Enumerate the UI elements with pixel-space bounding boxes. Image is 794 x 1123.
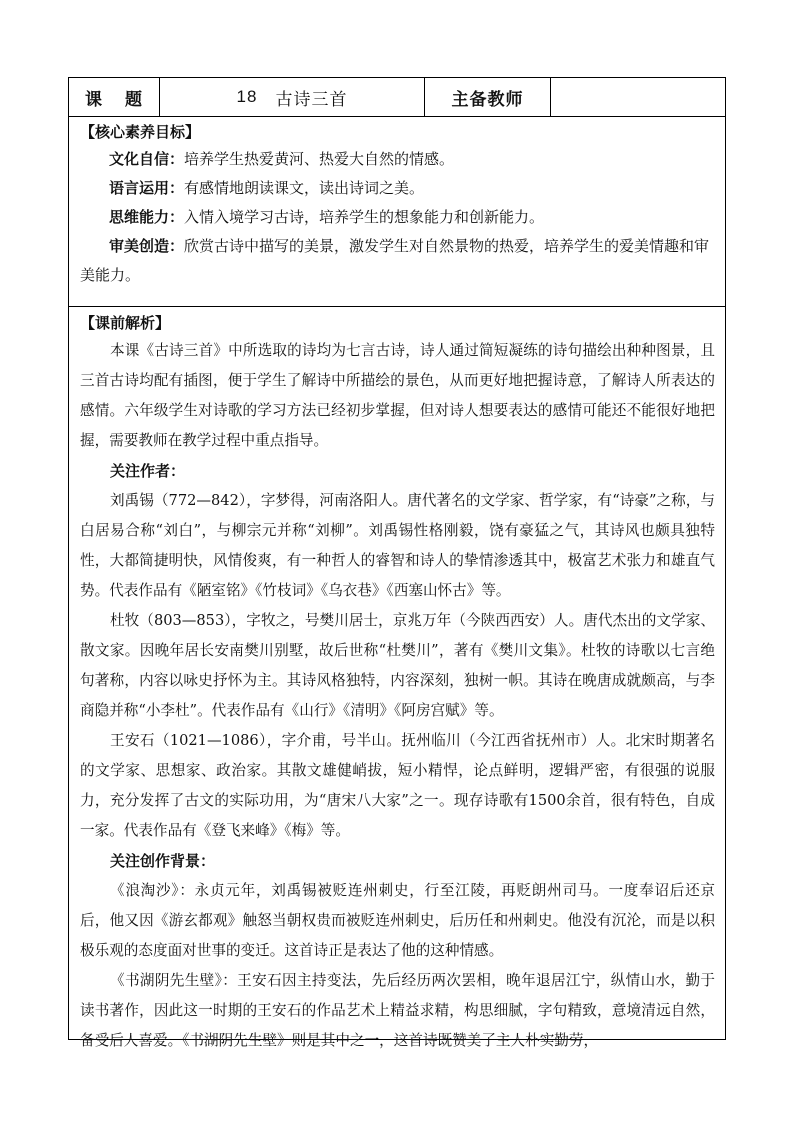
lesson-plan-table (68, 77, 726, 1049)
analysis-intro-paragraph: 本课《古诗三首》中所选取的诗均为七言古诗，诗人通过简短凝练的诗句描绘出种种图景，且三首古诗均配有插图，便于学生了解诗中所描绘的景色，从而更好地把握诗意，了解诗人所表达的感情。六年级学生对诗歌的学习方法已经初步掌握，但对诗人想要表达的感情可能还不能很好地把握，需要教师在教学过程中重点指导。 (80, 342, 715, 449)
author-paragraph-du-mu: 杜牧（803—853），字牧之，号樊川居士，京兆万年（今陕西西安）人。唐代杰出的文学家、散文家。因晚年居长安南樊川别墅，故后世称“杜樊川”，著有《樊川文集》。杜牧的诗歌以七言绝句著称，内容以咏史抒怀为主。其诗风格独特，内容深刻，独树一帜。其诗在晚唐成就颇高，与李商隐并称“小李杜”。代表作品有《山行》《清明》《阿房宫赋》等。 (80, 612, 715, 719)
author-paragraph-liu-yuxi: 刘禹锡（772—842），字梦得，河南洛阳人。唐代著名的文学家、哲学家，有“诗豪”之称，与白居易合称“刘白”，与柳宗元并称“刘柳”。刘禹锡性格刚毅，饶有豪猛之气，其诗风也颇具独特性，大都简捷明快，风情俊爽，有一种哲人的睿智和诗人的挚情渗透其中，极富艺术张力和雄直气势。代表作品有《陋室铭》《竹枝词》《乌衣巷》《西塞山怀古》等。 (80, 492, 715, 599)
authors-subtitle: 关注作者： (110, 462, 186, 480)
goal-label: 审美创造： (109, 237, 185, 255)
goal-item-aesthetic (80, 232, 715, 290)
subject-label-part2: 题 (125, 89, 143, 110)
teacher-label: 主备教师 (451, 89, 524, 110)
teacher-label-cell (425, 78, 551, 116)
core-goals-title: 【核心素养目标】 (80, 123, 201, 141)
background-paragraph-huyin: 《书湖阴先生壁》：王安石因主持变法，先后经历两次罢相，晚年退居江宁，纵情山水，勤于读书著作，因此这一时期的王安石的作品艺术上精益求精，构思细腻，字句精致，意境清远自然，备受后人喜爱。《书湖阴先生壁》则是其中之一，这首诗既赞美了主人朴实勤劳， (80, 972, 715, 1049)
goal-label: 思维能力： (109, 208, 185, 226)
goal-text: 有感情地朗读课文，读出诗词之美。 (184, 179, 425, 197)
lesson-title: 古诗三首 (275, 89, 348, 110)
subject-label-part1: 课 (85, 89, 103, 110)
author-paragraph-wang-anshi: 王安石（1021—1086），字介甫，号半山。抚州临川（今江西省抚州市）人。北宋时期著名的文学家、思想家、政治家。其散文雄健峭拔，短小精悍，论点鲜明，逻辑严密，有很强的说服力，充分发挥了古文的实际功用，为“唐宋八大家”之一。现存诗歌有1500余首，很有特色，自成一家。代表作品有《登飞来峰》《梅》等。 (80, 732, 715, 839)
background-paragraph-langtaosha: 《浪淘沙》：永贞元年，刘禹锡被贬连州刺史，行至江陵，再贬朗州司马。一度奉诏后还京后，他又因《游玄都观》触怒当朝权贵而被贬连州刺史，后历任和州刺史。他没有沉沦，而是以积极乐观的态度面对世事的变迁。这首诗正是表达了他的这种情感。 (80, 882, 715, 959)
goal-label: 文化自信： (109, 150, 185, 168)
goal-item-thinking (80, 203, 715, 232)
lesson-number: 18 (236, 87, 258, 106)
core-goals-section (69, 117, 725, 307)
header-row (69, 78, 725, 117)
goal-text: 欣赏古诗中描写的美景，激发学生对自然景物的热爱，培养学生的爱美情趣和审美能力。 (80, 237, 710, 284)
lesson-title-cell (160, 78, 425, 116)
pre-lesson-analysis-section (69, 308, 725, 1049)
goal-item-culture (80, 145, 715, 174)
goal-text: 入情入境学习古诗，培养学生的想象能力和创新能力。 (184, 208, 545, 226)
analysis-title: 【课前解析】 (80, 314, 171, 332)
background-subtitle: 关注创作背景： (110, 852, 216, 870)
subject-label-cell (69, 78, 160, 116)
goal-text: 培养学生热爱黄河、热爱大自然的情感。 (184, 150, 455, 168)
goal-label: 语言运用： (109, 179, 185, 197)
teacher-value-cell (551, 78, 725, 116)
goal-item-language (80, 174, 715, 203)
